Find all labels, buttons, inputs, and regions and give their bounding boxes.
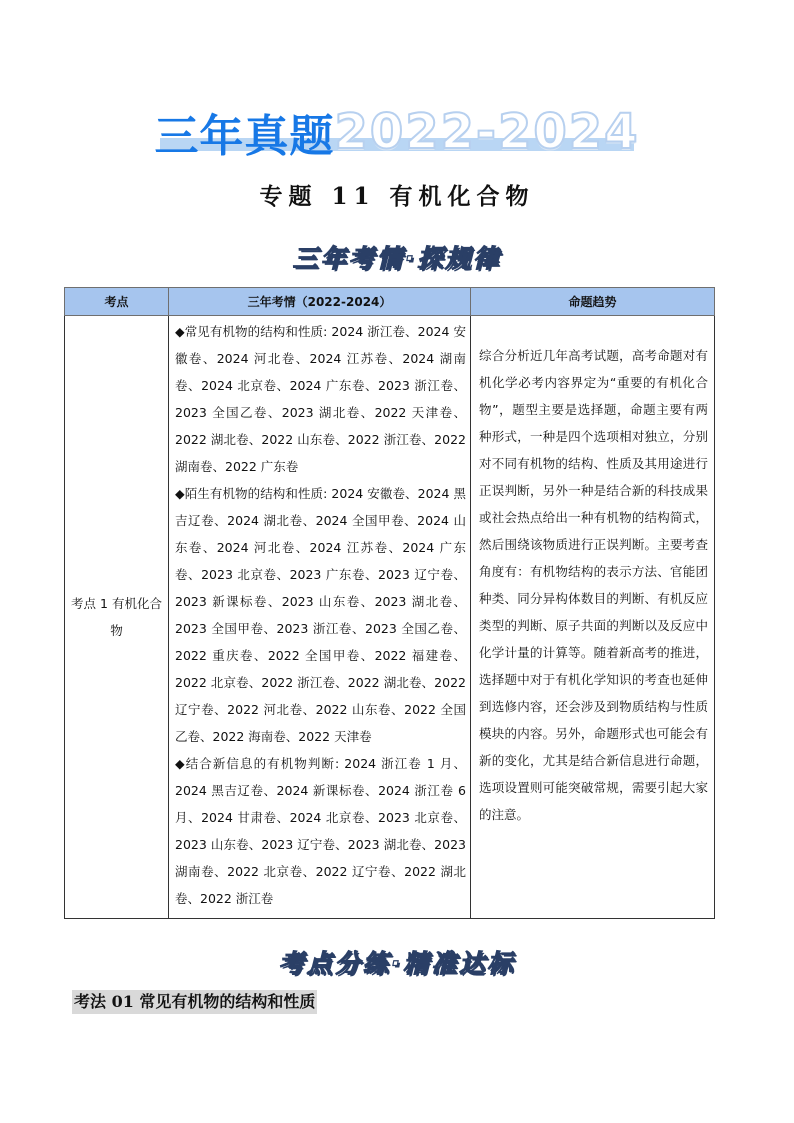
banner-title-cn: 三年真题 <box>154 111 335 162</box>
exam-analysis-table <box>64 287 715 919</box>
banner-title-years: 2022-2024 <box>334 104 640 160</box>
header-kaoqing: 三年考情（2022-2024） <box>169 288 471 316</box>
cell-qushi <box>471 316 715 919</box>
qushi-text: 综合分析近几年高考试题，高考命题对有机化学必考内容界定为“重要的有机化合物”，题型主要是选择题，命题主要有两种形式，一种是四个选项相对独立，分别对不同有机物的结构、性质及其用途进行正误判断，另外一种是结合新的科技成果或社会热点给出一种有机物的结构简式，然后围绕该物质进行正误判断。主要考查角度有：有机物结构的表示方法、官能团种类、同分异构体数目的判断、有机反应类型的判断、原子共面的判断以及反应中化学计量的计算等。随着新高考的推进，选择题中对于有机化学知识的考查也延伸到选修内容，还会涉及到物质结构与性质模块的内容。另外，命题形式也可能会有新的变化，尤其是结合新信息进行命题，选项设置则可能突破常规，需要引起大家的注意。 <box>479 348 708 822</box>
kaoqing-item-common: ◆常见有机物的结构和性质: 2024 浙江卷、2024 安徽卷、2024 河北卷、2024 江苏卷、2024 湖南卷、2024 北京卷、2024 广东卷、2023 浙江卷、2023 全国乙卷、2023 湖北卷、2022 天津卷、2022 湖北卷、2022 山东卷、2022 浙江卷、2022 湖南卷、2022 广东卷 <box>175 324 466 474</box>
table-header-row <box>65 288 715 316</box>
cell-kaodian: 考点 1 有机化合物 <box>65 316 169 919</box>
page-subtitle: 专题 11 有机化合物 <box>259 183 535 210</box>
kaoqing-item-newinfo: ◆结合新信息的有机物判断: 2024 浙江卷 1 月、2024 黑吉辽卷、2024 新课标卷、2024 浙江卷 6 月、2024 甘肃卷、2024 北京卷、2023 北京卷、2023 山东卷、2023 辽宁卷、2023 湖北卷、2023 湖南卷、2022 北京卷、2022 辽宁卷、2022 湖北卷、2022 浙江卷 <box>175 756 466 906</box>
cell-kaoqing <box>169 316 471 919</box>
header-qushi: 命题趋势 <box>471 288 715 316</box>
kaoqing-item-unfamiliar: ◆陌生有机物的结构和性质: 2024 安徽卷、2024 黑吉辽卷、2024 湖北卷、2024 全国甲卷、2024 山东卷、2024 河北卷、2024 江苏卷、2024 广东卷、2023 北京卷、2023 广东卷、2023 辽宁卷、2023 新课标卷、2023 山东卷、2023 湖北卷、2023 全国甲卷、2023 浙江卷、2023 全国乙卷、2022 重庆卷、2022 全国甲卷、2022 福建卷、2022 北京卷、2022 浙江卷、2022 湖北卷、2022 辽宁卷、2022 河北卷、2022 山东卷、2022 全国乙卷、2022 海南卷、2022 天津卷 <box>175 486 466 744</box>
section-heading-practice: 考点分练·精准达标 <box>278 949 516 978</box>
banner <box>0 100 794 160</box>
table-row <box>65 316 715 919</box>
header-kaodian: 考点 <box>65 288 169 316</box>
section-heading-trends: 三年考情·探规律 <box>292 244 502 273</box>
method-heading: 考法 01 常见有机物的结构和性质 <box>72 990 317 1014</box>
